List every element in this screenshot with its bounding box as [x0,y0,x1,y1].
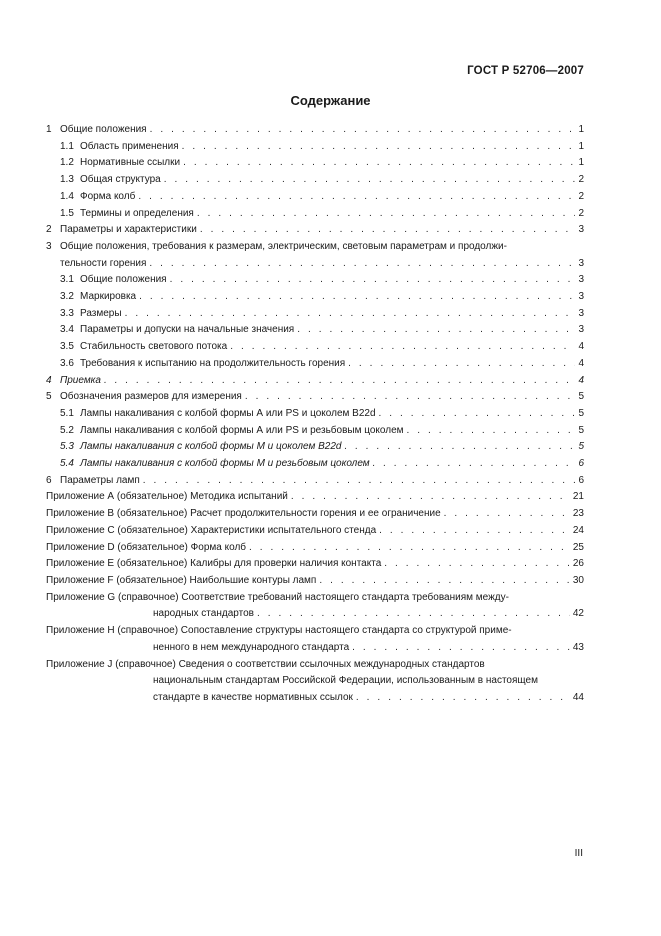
toc-title-line-3: стандарте в качестве нормативных ссылок [153,691,353,703]
toc-title-line-1: Общие положения, требования к размерам, электрическим, световым параметрам и продолжи- [60,240,507,252]
toc-number: 5.1 [60,407,74,419]
toc-entry-1-4[interactable] [46,189,584,206]
toc-entry-3[interactable] [46,239,584,272]
toc-leader [384,556,570,573]
toc-entry-3-2[interactable] [46,289,584,306]
toc-title: Лампы накаливания с колбой формы А или PS и резьбовым цоколем [80,424,404,436]
toc-entry-5-4[interactable] [46,456,584,473]
toc-entry-3-1[interactable] [46,272,584,289]
toc-page: 6 [578,458,584,470]
toc-entry-3-6[interactable] [46,356,584,373]
toc-number: 1.3 [60,174,74,186]
toc-number: 3.4 [60,324,74,336]
toc-number: 1 [46,124,52,135]
toc-leader [104,373,575,390]
toc-entry-5[interactable] [46,389,584,406]
toc-title-line-2: тельности горения [60,257,147,269]
toc-leader [149,256,575,273]
toc-title: Приемка [60,374,101,386]
toc-number: 4 [46,374,52,386]
document-code: ГОСТ Р 52706—2007 [467,65,584,77]
toc-title: Термины и определения [80,207,194,219]
toc-page: 26 [572,558,584,570]
toc-title-line-1: Приложение J (справочное) Сведения о соответствии ссылочных международных стандартов [46,658,485,670]
toc-title: Лампы накаливания с колбой формы М и резьбовым цоколем [80,458,370,470]
toc-leader [125,306,576,323]
toc-title: Общая структура [80,174,161,186]
toc-leader [356,690,570,707]
toc-title: Приложение D (обязательное) Форма колб [46,541,246,553]
toc-page: 30 [572,574,584,586]
toc-page: 42 [572,608,584,620]
toc-entry-1-5[interactable] [46,206,584,223]
toc-title: Лампы накаливания с колбой формы М и цоколем B22d [80,441,342,453]
toc-title: Приложение А (обязательное) Методика испытаний [46,491,288,503]
toc-appendix-g[interactable] [46,590,584,623]
toc-entry-1[interactable] [46,122,584,139]
toc-appendix-j[interactable] [46,657,584,707]
toc-number: 5 [46,391,52,403]
toc-leader [139,289,575,306]
toc-page: 4 [578,374,584,386]
toc-title-line-2: народных стандартов [153,608,254,620]
toc-number: 5.4 [60,458,74,470]
toc-number: 6 [46,474,52,486]
toc-appendix-h[interactable] [46,623,584,656]
toc-page: 21 [572,491,584,503]
toc-leader [319,573,570,590]
toc-page: 1 [578,124,584,135]
table-of-contents [46,122,584,707]
toc-leader [352,640,570,657]
toc-page: 2 [578,190,584,202]
toc-page: 5 [578,441,584,453]
toc-number: 3.6 [60,357,74,369]
toc-leader [182,139,576,156]
toc-leader [150,122,576,139]
toc-leader [245,389,576,406]
toc-page: 3 [578,224,584,236]
toc-page: 5 [578,407,584,419]
toc-number: 5.2 [60,424,74,436]
toc-number: 1.5 [60,207,74,219]
toc-entry-1-1[interactable] [46,139,584,156]
page-number: III [574,848,583,859]
toc-leader [230,339,575,356]
toc-page: 3 [578,324,584,336]
toc-title: Общие положения [80,274,167,286]
toc-number: 3.3 [60,307,74,319]
toc-leader [344,439,575,456]
toc-page: 2 [578,174,584,186]
toc-leader [138,189,575,206]
toc-title: Общие положения [60,124,147,135]
toc-title: Приложение С (обязательное) Характеристики испытательного стенда [46,524,377,536]
toc-title-line-2: ненного в нем международного стандарта [153,641,350,653]
toc-page: 5 [578,391,584,403]
toc-number: 1.2 [60,157,74,169]
toc-appendix-c[interactable] [46,523,584,540]
toc-leader [291,489,570,506]
toc-title: Приложение Е (обязательное) Калибры для проверки наличия контакта [46,558,382,570]
toc-entry-5-2[interactable] [46,423,584,440]
toc-entry-5-3[interactable] [46,439,584,456]
toc-leader [407,423,576,440]
toc-title: Параметры и характеристики [60,224,197,236]
toc-title: Размеры [80,307,122,319]
toc-page: 23 [572,508,584,520]
toc-entry-3-4[interactable] [46,322,584,339]
toc-title: Маркировка [80,291,137,303]
toc-leader [444,506,570,523]
toc-entry-4[interactable] [46,373,584,390]
toc-leader [348,356,575,373]
toc-title: Обозначения размеров для измерения [60,391,242,403]
toc-page: 3 [578,307,584,319]
toc-number: 3 [46,240,52,252]
toc-number: 3.5 [60,341,74,353]
toc-title-line-2: национальным стандартам Российской Федерации, использованным в настоящем [153,675,538,687]
toc-title: Параметры ламп [60,474,140,486]
toc-title: Область применения [80,140,179,152]
toc-entry-3-5[interactable] [46,339,584,356]
toc-leader [379,523,570,540]
toc-entry-2[interactable] [46,222,584,239]
toc-page: 3 [578,291,584,303]
toc-number: 5.3 [60,441,74,453]
toc-title: Параметры и допуски на начальные значения [80,324,295,336]
toc-page: 25 [572,541,584,553]
toc-page: 4 [578,341,584,353]
toc-number: 3.1 [60,274,74,286]
toc-leader [183,155,575,172]
toc-appendix-f[interactable] [46,573,584,590]
toc-number: 1.4 [60,190,74,202]
toc-leader [164,172,576,189]
toc-page: 2 [578,207,584,219]
toc-leader [143,473,576,490]
toc-number: 2 [46,224,52,236]
toc-entry-5-1[interactable] [46,406,584,423]
page-title: Содержание [290,93,371,108]
toc-title: Нормативные ссылки [80,157,181,169]
toc-leader [379,406,576,423]
toc-page: 3 [578,257,584,269]
toc-page: 1 [578,157,584,169]
toc-title: Приложение F (обязательное) Наибольшие контуры ламп [46,574,317,586]
toc-page: 3 [578,274,584,286]
toc-title: Приложение В (обязательное) Расчет продолжительности горения и ее ограничение [46,508,441,520]
toc-leader [200,222,576,239]
toc-entry-3-3[interactable] [46,306,584,323]
toc-page: 4 [578,357,584,369]
toc-appendix-d[interactable] [46,540,584,557]
toc-entry-6[interactable] [46,473,584,490]
toc-title: Стабильность светового потока [80,341,228,353]
toc-title: Лампы накаливания с колбой формы А или PS и цоколем B22d [80,407,376,419]
toc-title: Форма колб [80,190,136,202]
toc-page: 1 [578,140,584,152]
toc-entry-1-2[interactable] [46,155,584,172]
toc-leader [249,540,570,557]
toc-page: 44 [572,691,584,703]
toc-page: 6 [578,474,584,486]
toc-leader [297,322,575,339]
toc-page: 24 [572,524,584,536]
toc-leader [170,272,576,289]
toc-leader [197,206,576,223]
toc-title: Требования к испытанию на продолжительность горения [80,357,346,369]
toc-number: 1.1 [60,140,74,152]
toc-page: 5 [578,424,584,436]
toc-appendix-e[interactable] [46,556,584,573]
toc-leader [257,606,570,623]
toc-appendix-b[interactable] [46,506,584,523]
toc-entry-1-3[interactable] [46,172,584,189]
toc-number: 3.2 [60,291,74,303]
toc-title-line-1: Приложение Н (справочное) Сопоставление структуры настоящего стандарта со структурой приме- [46,625,512,637]
toc-page: 43 [572,641,584,653]
toc-appendix-a[interactable] [46,489,584,506]
toc-leader [373,456,576,473]
toc-title-line-1: Приложение G (справочное) Соответствие требований настоящего стандарта требованиям между- [46,591,509,603]
